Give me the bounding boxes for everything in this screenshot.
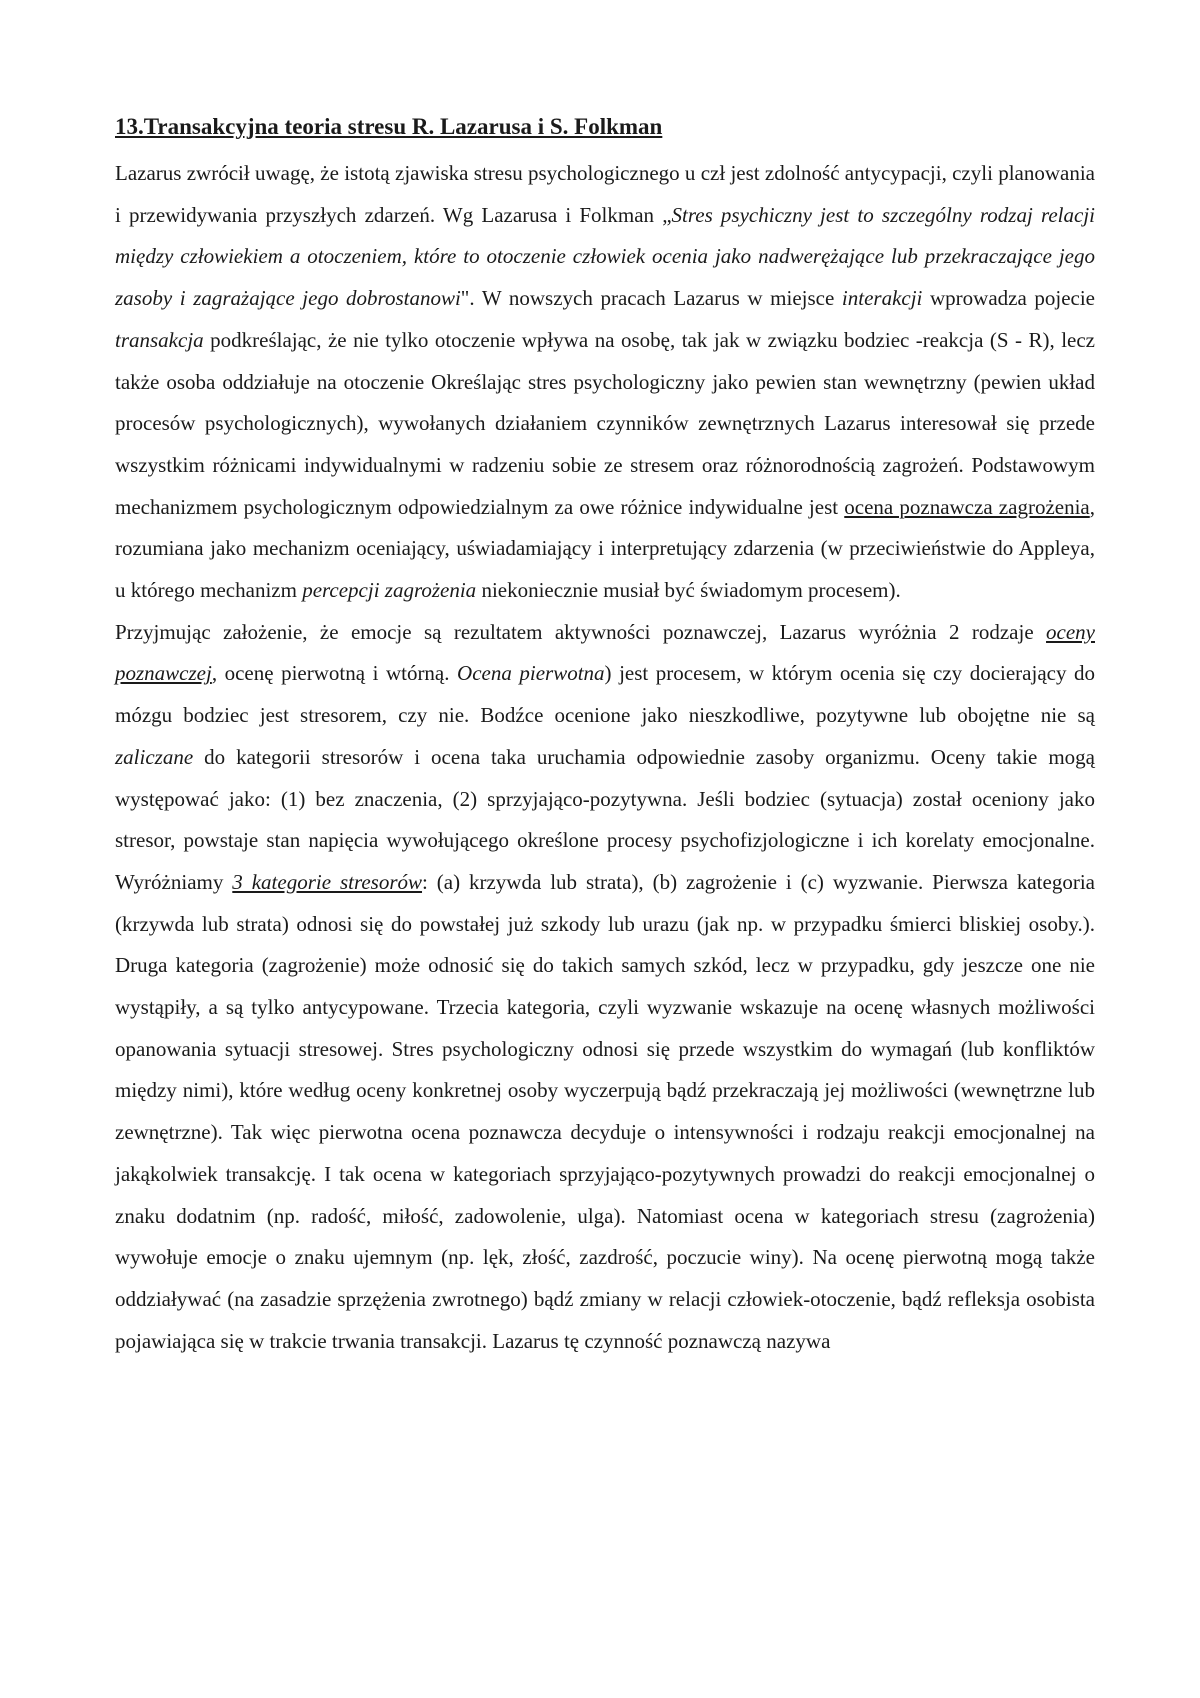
term-ocena-pierwotna: Ocena pierwotna [457,661,605,686]
paragraph-2-text-1: Przyjmując założenie, że emocje są rezultatem aktywności poznawczej, Lazarus wyróżnia 2 rodzaje [115,619,1047,644]
term-ocena-poznawcza-zagrozenia: ocena poznawcza zagrożenia [844,494,1090,519]
paragraph-1 [115,153,1095,612]
stress-definition-quote: Stres psychiczny jest to szczególny rodzaj relacji między człowiekiem a otoczeniem, które to otoczenie człowiek ocenia jako nadwerężające lub przekraczające jego zasoby i zagrażające jego dobrostanowi [115,202,1095,311]
term-transakcja: transakcja [115,327,204,352]
paragraph-1-text-3: wprowadza pojecie [922,286,1096,311]
paragraph-1-text-5: , rozumiana jako mechanizm oceniający, uświadamiający i interpretujący zdarzenia (w przeciwieństwie do Appleya, u którego mechanizm [115,494,1095,603]
term-zaliczane: zaliczane [115,744,194,769]
term-percepcji-zagrozenia: percepcji zagrożenia [302,578,477,603]
paragraph-1-text-4: podkreślając, że nie tylko otoczenie wpływa na osobę, tak jak w związku bodziec -reakcja (S - R), lecz także osoba oddziałuje na otoczenie Określając stres psychologiczny jako pewien stan wewnętrzny (pewien układ procesów psychologicznych), wywołanych działaniem czynników zewnętrznych Lazarus interesował się przede wszystkim różnicami indywidualnymi w radzeniu sobie ze stresem oraz różnorodnością zagrożeń. Podstawowym mechanizmem psychologicznym odpowiedzialnym za owe różnice indywidualne jest [115,327,1095,519]
paragraph-2-text-3: ) jest procesem, w którym ocenia się czy docierający do mózgu bodziec jest stresorem, czy nie. Bodźce ocenione jako nieszkodliwe, pozytywne lub obojętne nie są [115,661,1095,728]
paragraph-2 [115,612,1095,1363]
paragraph-2-text-4: do kategorii stresorów i ocena taka uruchamia odpowiednie zasoby organizmu. Oceny takie mogą występować jako: (1) bez znaczenia, (2) sprzyjająco-pozytywna. Jeśli bodziec (sytuacja) został oceniony jako stresor, powstaje stan napięcia wywołującego określone procesy psychofizjologiczne i ich korelaty emocjonalne. Wyróżniamy [115,744,1095,894]
document-body [115,153,1095,1362]
paragraph-2-text-5: : (a) krzywda lub strata), (b) zagrożenie i (c) wyzwanie. Pierwsza kategoria (krzywda lub strata) odnosi się do powstałej już szkody lub urazu (jak np. w przypadku śmierci bliskiej osoby.). Druga kategoria (zagrożenie) może odnosić się do takich samych szkód, lecz w przypadku, gdy jeszcze one nie wystąpiły, a są tylko antycypowane. Trzecia kategoria, czyli wyzwanie wskazuje na ocenę własnych możliwości opanowania sytuacji stresowej. Stres psychologiczny odnosi się przede wszystkim do wymagań (lub konfliktów między nimi), które według oceny konkretnej osoby wyczerpują bądź przekraczają jej możliwości (wewnętrzne lub zewnętrzne). Tak więc pierwotna ocena poznawcza decyduje o intensywności i rodzaju reakcji emocjonalnej na jakąkolwiek transakcję. I tak ocena w kategoriach sprzyjająco-pozytywnych prowadzi do reakcji emocjonalnej o znaku dodatnim (np. radość, miłość, zadowolenie, ulga). Natomiast ocena w kategoriach stresu (zagrożenia) wywołuje emocje o znaku ujemnym (np. lęk, złość, zazdrość, poczucie winy). Na ocenę pierwotną mogą także oddziaływać (na zasadzie sprzężenia zwrotnego) bądź zmiany w relacji człowiek-otoczenie, bądź refleksja osobista pojawiająca się w trakcie trwania transakcji. Lazarus tę czynność poznawczą nazywa [115,869,1095,1353]
paragraph-1-text-1: Lazarus zwrócił uwagę, że istotą zjawiska stresu psychologicznego u czł jest zdolność antycypacji, czyli planowania i przewidywania przyszłych zdarzeń. Wg Lazarusa i Folkman „ [115,161,1095,227]
term-oceny-poznawczej: oceny poznawczej [115,619,1095,686]
paragraph-1-text-2: ". W nowszych pracach Lazarus w miejsce [460,286,842,311]
document-title: 13.Transakcyjna teoria stresu R. Lazarusa i S. Folkman [115,114,663,139]
term-interakcji: interakcji [841,286,923,311]
paragraph-1-text-6: niekoniecznie musiał być świadomym procesem). [476,578,901,603]
term-3-kategorie-stresorow: 3 kategorie stresorów [232,869,423,894]
paragraph-2-text-2: , ocenę pierwotną i wtórną. [211,661,458,686]
